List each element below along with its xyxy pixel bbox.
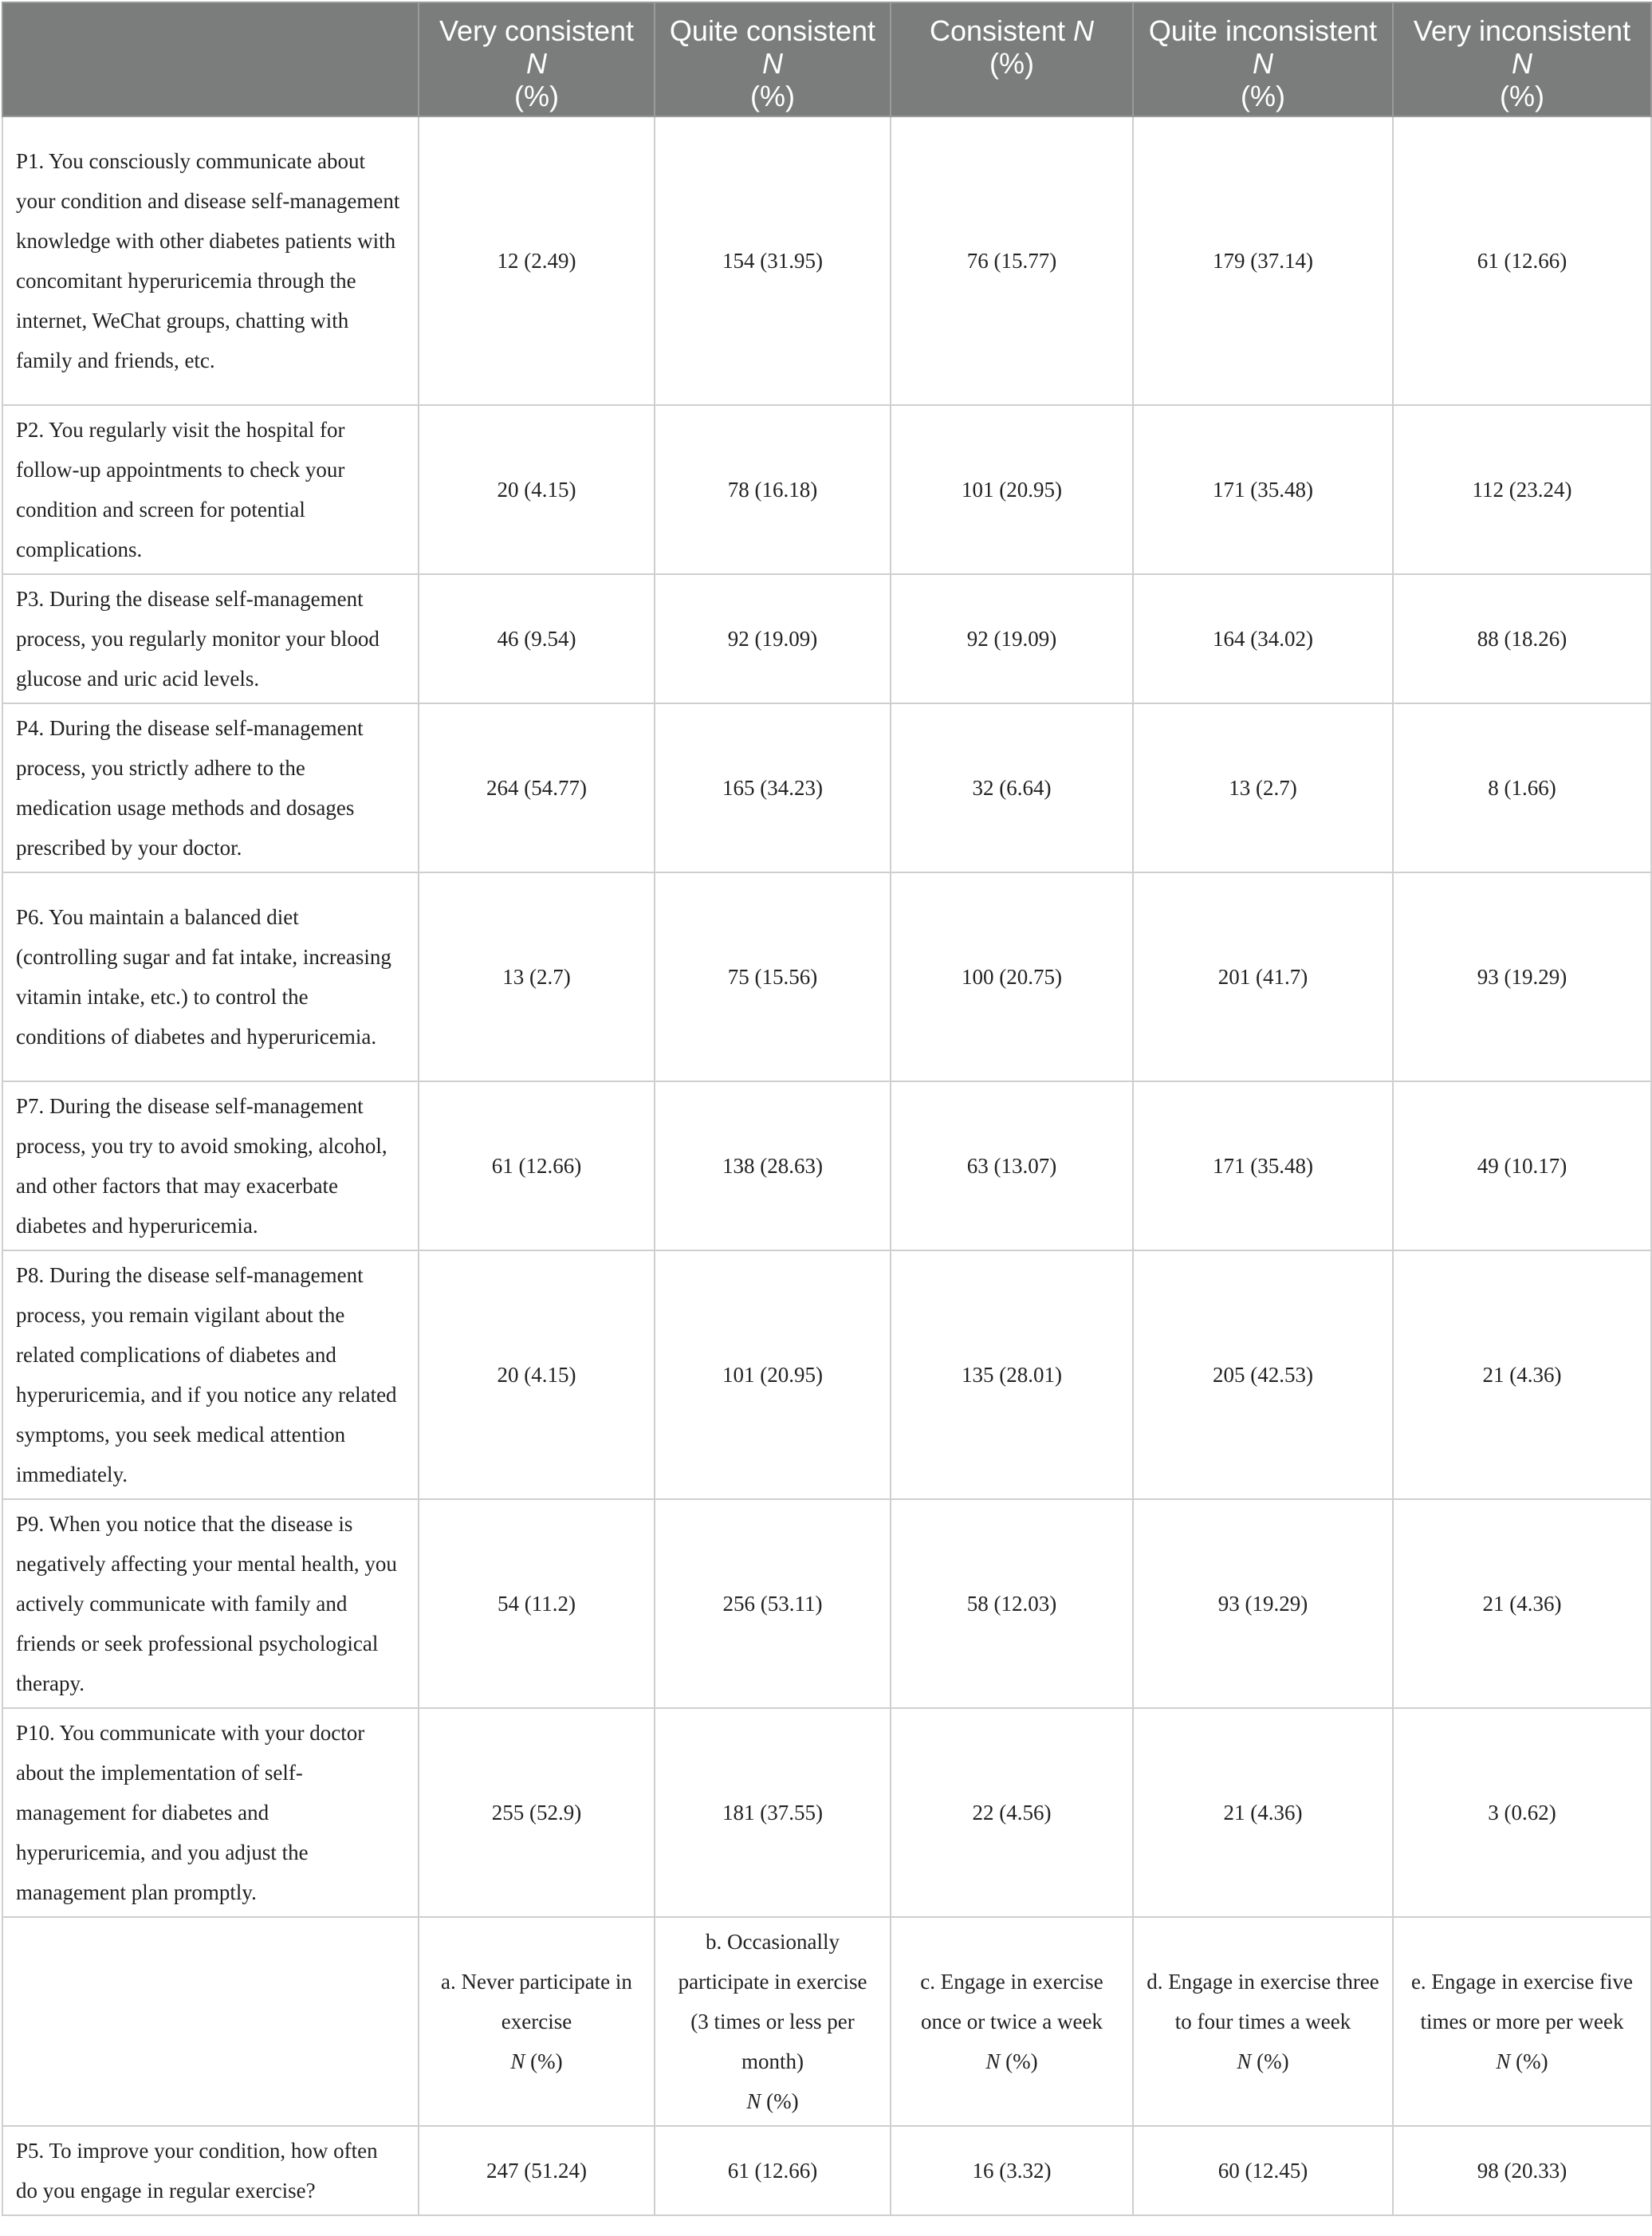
exercise-subheader-row bbox=[2, 1917, 1651, 2126]
row-value: 164 (34.02) bbox=[1133, 574, 1393, 703]
row-value: 21 (4.36) bbox=[1393, 1499, 1651, 1708]
row-value: 154 (31.95) bbox=[655, 116, 891, 405]
row-question: P7. During the disease self-management process, you try to avoid smoking, alcohol, and other factors that may exacerbate diabetes and hyperuricemia. bbox=[2, 1081, 419, 1250]
row-value: 112 (23.24) bbox=[1393, 405, 1651, 574]
row-value: 93 (19.29) bbox=[1393, 872, 1651, 1081]
row-value: 76 (15.77) bbox=[891, 116, 1133, 405]
header-empty-cell bbox=[2, 2, 419, 116]
row-value: 205 (42.53) bbox=[1133, 1250, 1393, 1499]
table-row bbox=[2, 574, 1651, 703]
row-value: 165 (34.23) bbox=[655, 703, 891, 872]
row-value: 49 (10.17) bbox=[1393, 1081, 1651, 1250]
row-value: 61 (12.66) bbox=[1393, 116, 1651, 405]
table-row bbox=[2, 1708, 1651, 1917]
row-value: 101 (20.95) bbox=[655, 1250, 891, 1499]
table-header bbox=[2, 2, 1651, 116]
header-quite-inconsistent: Quite inconsistent N (%) bbox=[1133, 2, 1393, 116]
exercise-value: 98 (20.33) bbox=[1393, 2126, 1651, 2215]
row-question: P4. During the disease self-management process, you strictly adhere to the medication usage methods and dosages prescribed by your doctor. bbox=[2, 703, 419, 872]
row-value: 21 (4.36) bbox=[1133, 1708, 1393, 1917]
row-value: 101 (20.95) bbox=[891, 405, 1133, 574]
row-question: P2. You regularly visit the hospital for follow-up appointments to check your condition and screen for potential complications. bbox=[2, 405, 419, 574]
subheader-option-b: b. Occasionally participate in exercise (3 times or less per month) N (%) bbox=[655, 1917, 891, 2126]
row-question: P10. You communicate with your doctor about the implementation of self-management for diabetes and hyperuricemia, and you adjust the management plan promptly. bbox=[2, 1708, 419, 1917]
row-value: 135 (28.01) bbox=[891, 1250, 1133, 1499]
row-value: 12 (2.49) bbox=[419, 116, 655, 405]
row-value: 61 (12.66) bbox=[419, 1081, 655, 1250]
row-question: P3. During the disease self-management process, you regularly monitor your blood glucose and uric acid levels. bbox=[2, 574, 419, 703]
row-value: 20 (4.15) bbox=[419, 405, 655, 574]
row-value: 21 (4.36) bbox=[1393, 1250, 1651, 1499]
subheader-option-e: e. Engage in exercise five times or more per week N (%) bbox=[1393, 1917, 1651, 2126]
row-question: P8. During the disease self-management process, you remain vigilant about the related complications of diabetes and hyperuricemia, and if you notice any related symptoms, you seek medical attention immediately. bbox=[2, 1250, 419, 1499]
row-value: 256 (53.11) bbox=[655, 1499, 891, 1708]
exercise-question: P5. To improve your condition, how often do you engage in regular exercise? bbox=[2, 2126, 419, 2215]
row-value: 264 (54.77) bbox=[419, 703, 655, 872]
survey-results-table bbox=[2, 2, 1652, 2216]
row-question: P9. When you notice that the disease is negatively affecting your mental health, you actively communicate with family and friends or seek professional psychological therapy. bbox=[2, 1499, 419, 1708]
header-consistent: Consistent N (%) bbox=[891, 2, 1133, 116]
row-value: 75 (15.56) bbox=[655, 872, 891, 1081]
row-value: 22 (4.56) bbox=[891, 1708, 1133, 1917]
row-value: 171 (35.48) bbox=[1133, 1081, 1393, 1250]
row-value: 179 (37.14) bbox=[1133, 116, 1393, 405]
row-value: 255 (52.9) bbox=[419, 1708, 655, 1917]
exercise-value: 61 (12.66) bbox=[655, 2126, 891, 2215]
row-value: 171 (35.48) bbox=[1133, 405, 1393, 574]
header-very-inconsistent: Very inconsistent N (%) bbox=[1393, 2, 1651, 116]
table-row bbox=[2, 116, 1651, 405]
row-value: 13 (2.7) bbox=[419, 872, 655, 1081]
exercise-value: 16 (3.32) bbox=[891, 2126, 1133, 2215]
row-value: 78 (16.18) bbox=[655, 405, 891, 574]
row-value: 58 (12.03) bbox=[891, 1499, 1133, 1708]
table-row bbox=[2, 872, 1651, 1081]
row-value: 20 (4.15) bbox=[419, 1250, 655, 1499]
row-value: 63 (13.07) bbox=[891, 1081, 1133, 1250]
table-row bbox=[2, 703, 1651, 872]
row-value: 3 (0.62) bbox=[1393, 1708, 1651, 1917]
row-value: 8 (1.66) bbox=[1393, 703, 1651, 872]
row-question: P1. You consciously communicate about your condition and disease self-management knowledge with other diabetes patients with concomitant hyperuricemia through the internet, WeChat groups, chatting with family and friends, etc. bbox=[2, 116, 419, 405]
subheader-option-a: a. Never participate in exercise N (%) bbox=[419, 1917, 655, 2126]
subheader-option-c: c. Engage in exercise once or twice a week N (%) bbox=[891, 1917, 1133, 2126]
row-value: 93 (19.29) bbox=[1133, 1499, 1393, 1708]
row-value: 54 (11.2) bbox=[419, 1499, 655, 1708]
table-row bbox=[2, 1499, 1651, 1708]
row-value: 201 (41.7) bbox=[1133, 872, 1393, 1081]
row-value: 92 (19.09) bbox=[891, 574, 1133, 703]
row-value: 13 (2.7) bbox=[1133, 703, 1393, 872]
row-value: 46 (9.54) bbox=[419, 574, 655, 703]
table-row bbox=[2, 1250, 1651, 1499]
exercise-row bbox=[2, 2126, 1651, 2215]
exercise-value: 60 (12.45) bbox=[1133, 2126, 1393, 2215]
row-question: P6. You maintain a balanced diet (controlling sugar and fat intake, increasing vitamin intake, etc.) to control the conditions of diabetes and hyperuricemia. bbox=[2, 872, 419, 1081]
row-value: 181 (37.55) bbox=[655, 1708, 891, 1917]
header-very-consistent: Very consistent N (%) bbox=[419, 2, 655, 116]
row-value: 88 (18.26) bbox=[1393, 574, 1651, 703]
table-row bbox=[2, 1081, 1651, 1250]
subheader-option-d: d. Engage in exercise three to four times a week N (%) bbox=[1133, 1917, 1393, 2126]
subheader-empty-cell bbox=[2, 1917, 419, 2126]
row-value: 138 (28.63) bbox=[655, 1081, 891, 1250]
header-quite-consistent: Quite consistent N (%) bbox=[655, 2, 891, 116]
table-row bbox=[2, 405, 1651, 574]
row-value: 92 (19.09) bbox=[655, 574, 891, 703]
row-value: 100 (20.75) bbox=[891, 872, 1133, 1081]
row-value: 32 (6.64) bbox=[891, 703, 1133, 872]
exercise-value: 247 (51.24) bbox=[419, 2126, 655, 2215]
